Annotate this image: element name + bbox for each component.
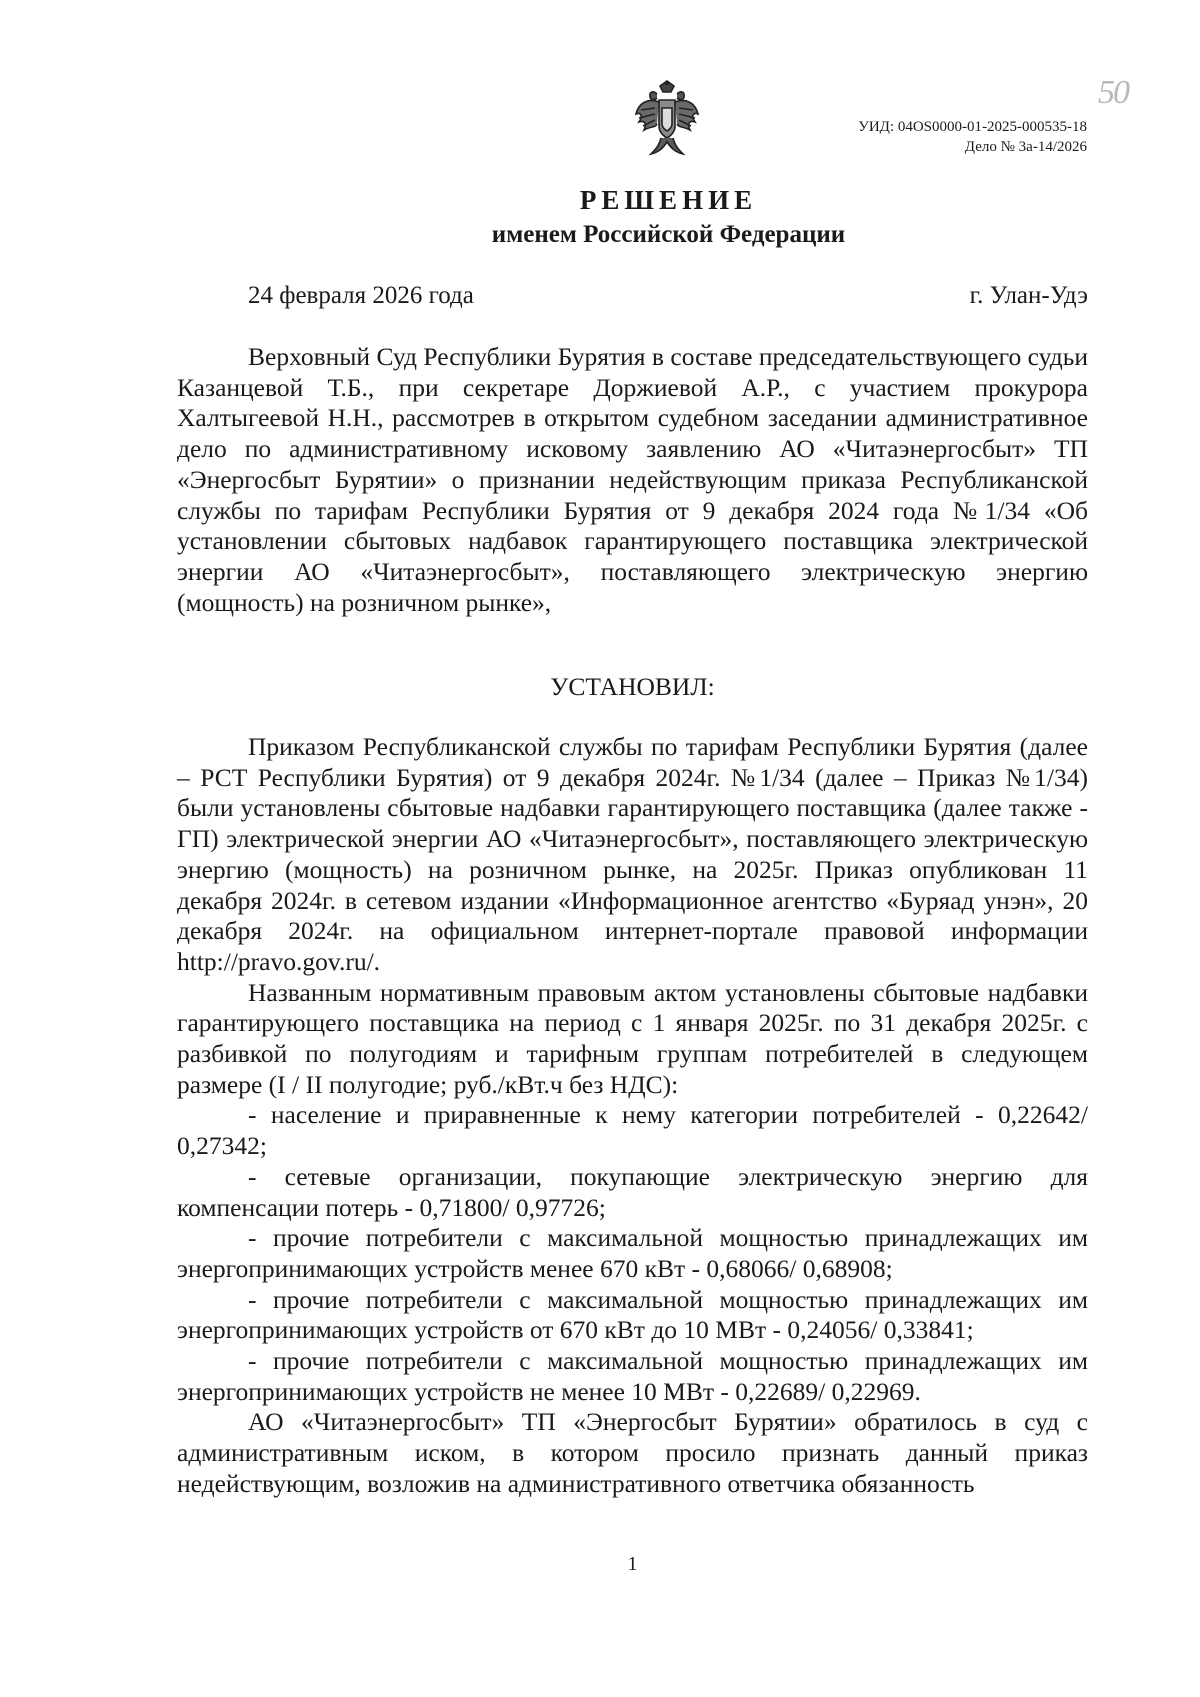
paragraph-claim: АО «Читаэнергосбыт» ТП «Энергосбыт Бурятии» обратилось в суд с административным иском, в котором просило признать данный приказ недействующим, возложив на административного ответчика обязанность <box>177 1407 1088 1498</box>
case-number: Дело № 3а-14/2026 <box>964 139 1087 155</box>
case-identifiers <box>858 117 1087 157</box>
list-item: - прочие потребители с максимальной мощностью принадлежащих им энергопринимающих устройств не менее 10 МВт - 0,22689/ 0,22969. <box>177 1346 1088 1406</box>
list-item: - прочие потребители с максимальной мощностью принадлежащих им энергопринимающих устройств менее 670 кВт - 0,68066/ 0,68908; <box>177 1223 1088 1283</box>
document-title: РЕШЕНИЕ <box>579 185 758 215</box>
paragraph-markup-period: Названным нормативным правовым актом установлены сбытовые надбавки гарантирующего поставщика на период с 1 января 2025г. по 31 декабря 2025г. с разбивкой по полугодиям и тарифным группам потребителей в следующем размере (I / II полугодие; руб./кВт.ч без НДС): <box>177 977 1088 1099</box>
list-item: - сетевые организации, покупающие электрическую энергию для компенсации потерь - 0,71800/ 0,97726; <box>177 1161 1088 1222</box>
decision-city: г. Улан-Удэ <box>969 282 1088 309</box>
paragraph-order-description: Приказом Республиканской службы по тарифам Республики Бурятия (далее – РСТ Республики Бурятия) от 9 декабря 2024г. №1/34 (далее – Приказ №1/34) были установлены сбытовые надбавки гарантирующего поставщика (далее также - ГП) электрической энергии АО «Читаэнергосбыт», поставляющего электрическую энергию (мощность) на розничном рынке, на 2025г. Приказ опубликован 11 декабря 2024г. в сетевом издании «Информационное агентство «Буряад унэн», 20 декабря 2024г. на официальном интернет-портале правовой информации http://pravo.gov.ru/. <box>177 732 1088 976</box>
russian-coat-of-arms-icon <box>633 80 701 156</box>
list-item: - население и приравненные к нему категории потребителей - 0,22642/ 0,27342; <box>177 1100 1088 1161</box>
intro-paragraph: Верховный Суд Республики Бурятия в составе председательствующего судьи Казанцевой Т.Б., при секретаре Доржиевой А.Р., с участием прокурора Халтыгеевой Н.Н., рассмотрев в открытом судебном заседании административное дело по административному исковому заявлению АО «Читаэнергосбыт» ТП «Энергосбыт Бурятии» о признании недействующим приказа Республиканской службы по тарифам Республики Бурятия от 9 декабря 2024 года №1/34 «Об установлении сбытовых надбавок гарантирующего поставщика электрической энергии АО «Читаэнергосбыт», поставляющего электрическую энергию (мощность) на розничном рынке», <box>177 342 1088 617</box>
main-section <box>177 732 1088 1500</box>
handwritten-page-mark: 50 <box>1098 74 1128 111</box>
document-subtitle: именем Российской Федерации <box>491 221 846 248</box>
decision-date: 24 февраля 2026 года <box>248 282 474 309</box>
established-heading: УСТАНОВИЛ: <box>550 672 715 701</box>
uid-line: УИД: 04OS0000-01-2025-000535-18 <box>858 119 1087 135</box>
list-item: - прочие потребители с максимальной мощностью принадлежащих им энергопринимающих устройств от 670 кВт до 10 МВт - 0,24056/ 0,33841; <box>177 1284 1088 1345</box>
intro-section <box>177 342 1088 618</box>
page-number: 1 <box>627 1553 638 1575</box>
